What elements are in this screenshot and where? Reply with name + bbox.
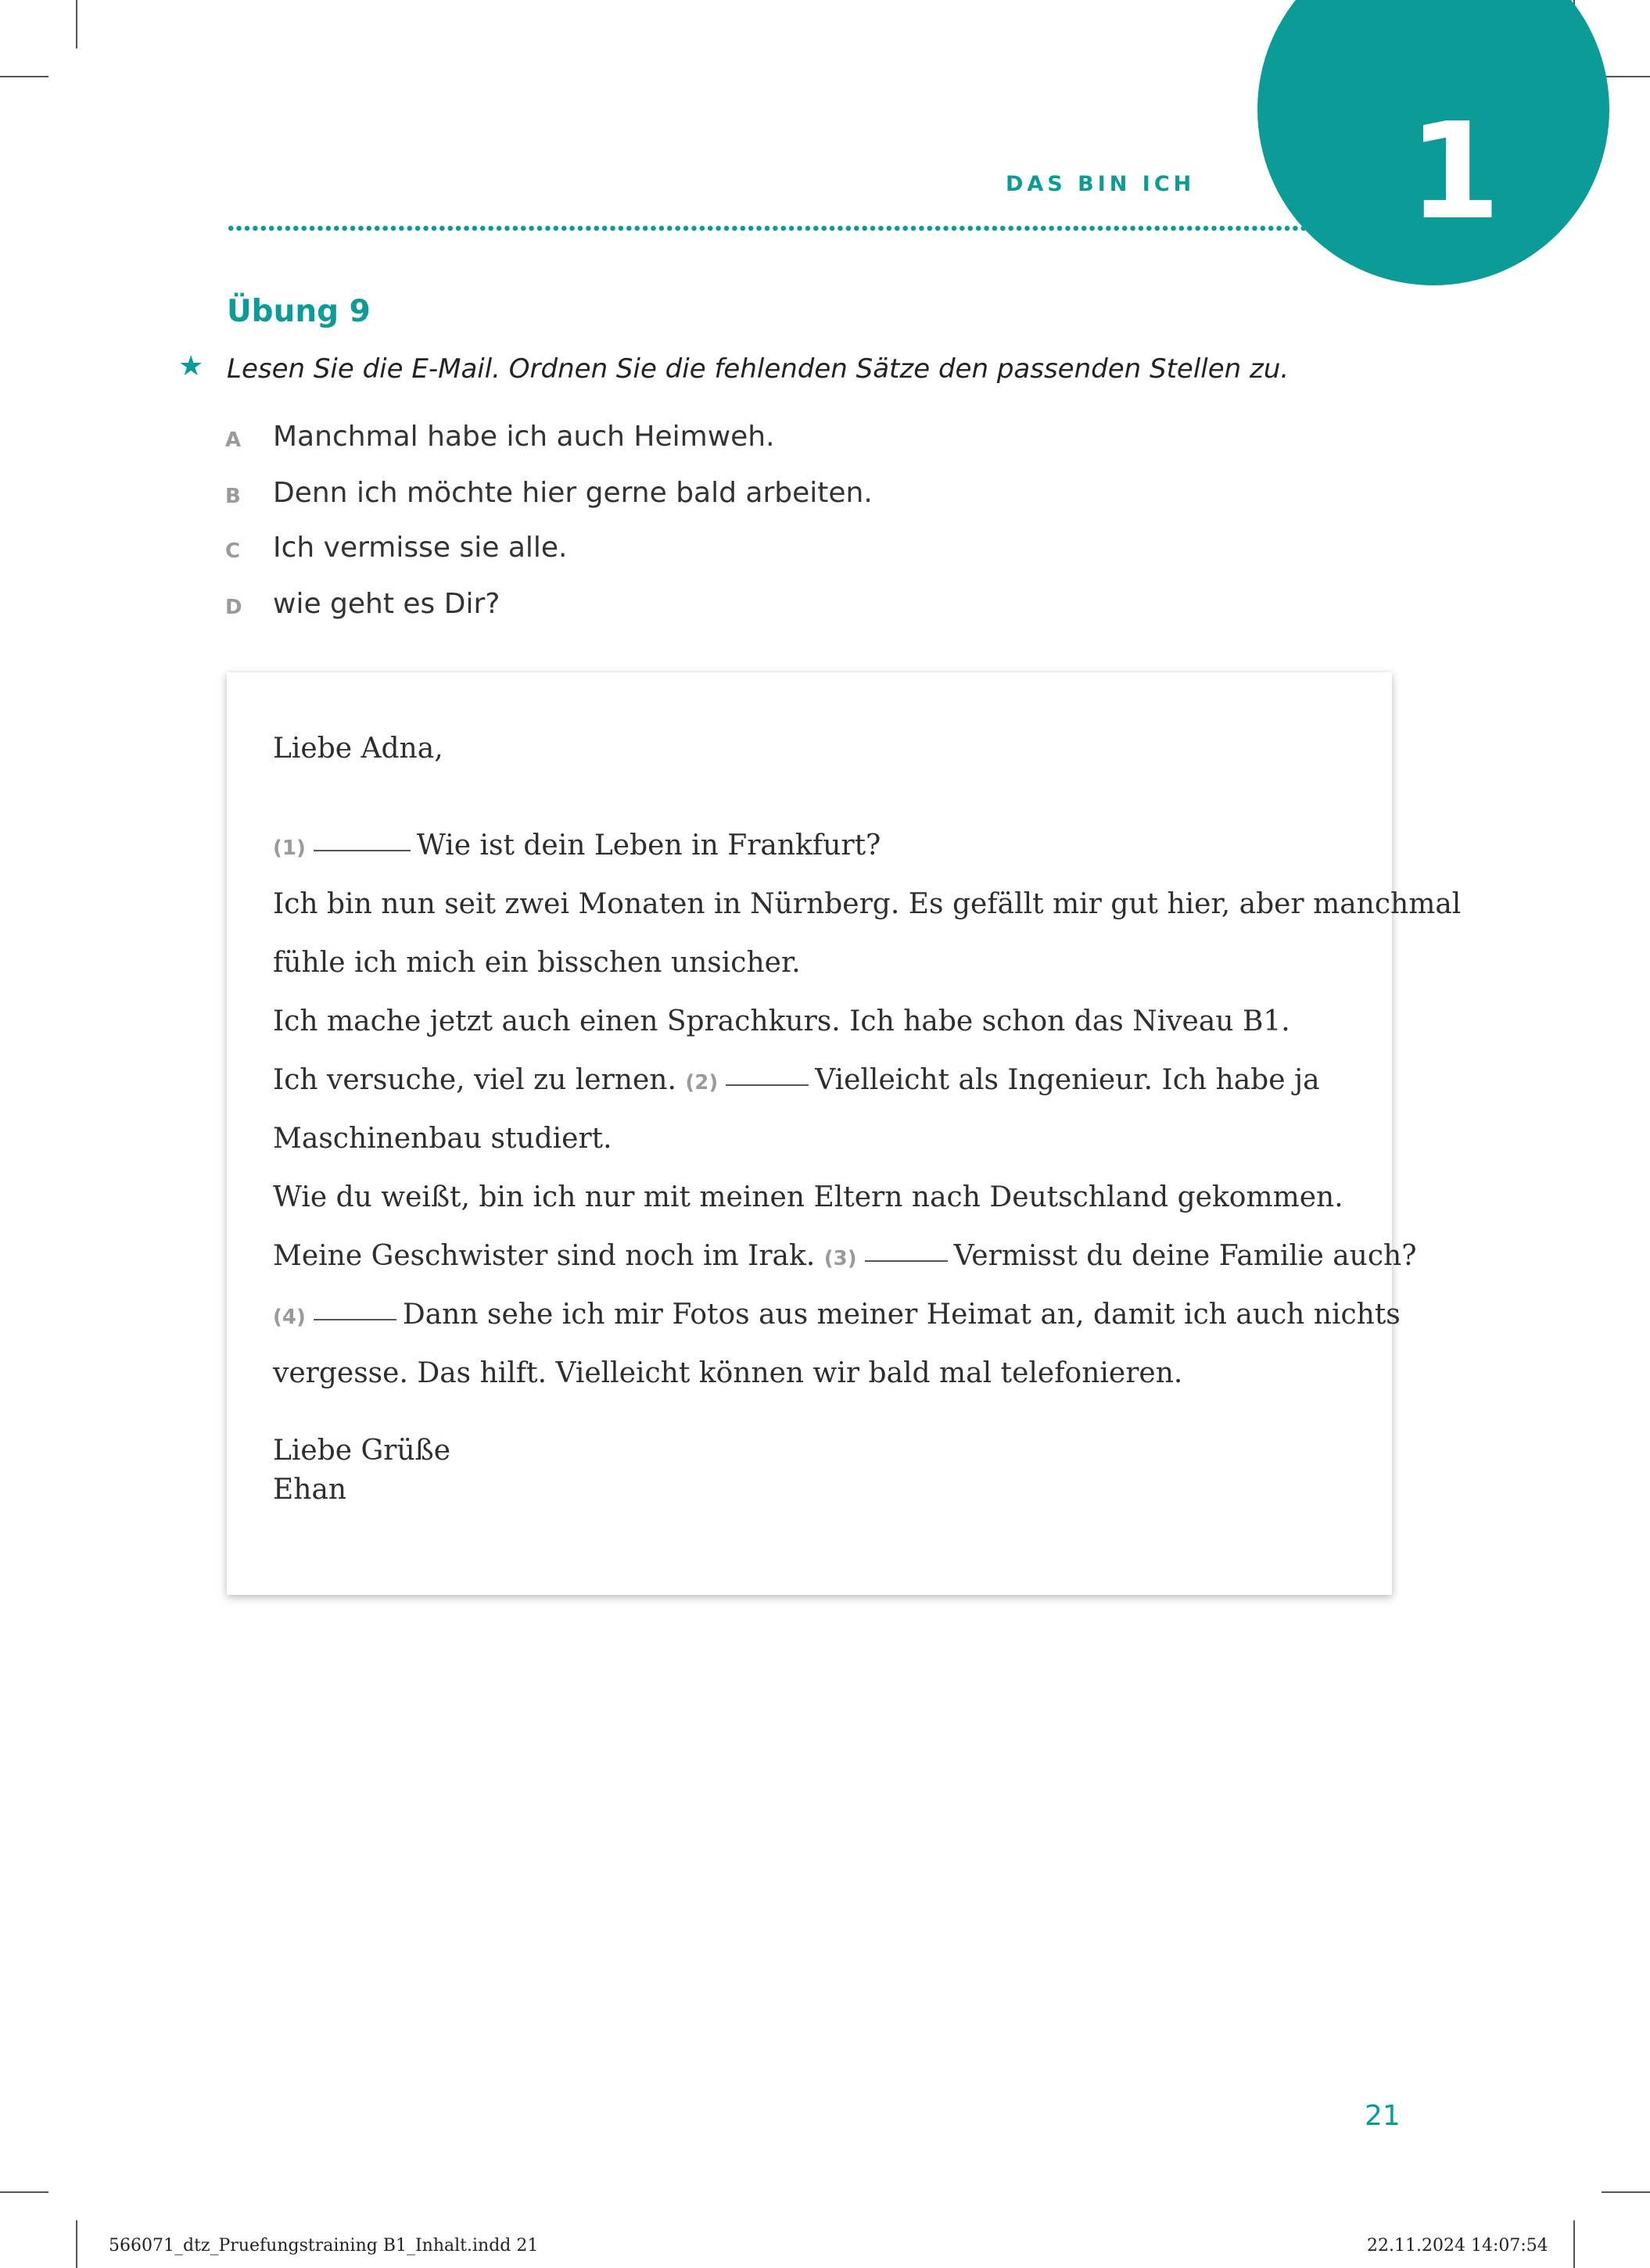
answer-blank[interactable] (726, 1084, 809, 1086)
letter-text: Meine Geschwister sind noch im Irak. (273, 1240, 816, 1272)
letter-line: vergesse. Das hilft. Vielleicht können wir bald mal telefonieren. (273, 1357, 1183, 1389)
letter-line (273, 1240, 1417, 1272)
letter-line: fühle ich mich ein bisschen unsicher. (273, 947, 801, 979)
option-letter-a: A (225, 428, 242, 452)
page-number: 21 (1365, 2100, 1401, 2132)
letter-line: Ich mache jetzt auch einen Sprachkurs. Ich habe schon das Niveau B1. (273, 1005, 1290, 1037)
option-text-a: Manchmal habe ich auch Heimweh. (273, 421, 775, 453)
letter-text: Wie ist dein Leben in Frankfurt? (416, 829, 881, 862)
gap-number: (2) (685, 1071, 719, 1095)
gap-number: (4) (273, 1306, 306, 1329)
option-letter-b: B (225, 485, 241, 508)
gap-number: (3) (823, 1247, 857, 1270)
footer-timestamp: 22.11.2024 14:07:54 (1367, 2236, 1548, 2255)
letter-salutation: Liebe Adna, (273, 733, 443, 765)
letter-line: Maschinenbau studiert. (273, 1123, 612, 1155)
option-text-c: Ich vermisse sie alle. (273, 532, 568, 564)
crop-mark (1573, 2220, 1575, 2268)
letter-text: Vermisst du deine Familie auch? (953, 1240, 1417, 1272)
letter-text: Vielleicht als Ingenieur. Ich habe ja (815, 1064, 1320, 1096)
crop-mark (1602, 76, 1650, 77)
option-letter-c: C (225, 539, 241, 563)
exercise-title: Übung 9 (227, 294, 371, 329)
answer-blank[interactable] (314, 850, 411, 851)
letter-line (273, 1299, 1401, 1331)
option-letter-d: D (225, 596, 242, 619)
chapter-title: DAS BIN ICH (1006, 172, 1196, 196)
letter-closing: Liebe Grüße (273, 1435, 451, 1467)
answer-blank[interactable] (865, 1260, 948, 1262)
letter-line (273, 829, 881, 862)
star-icon: ★ (178, 350, 204, 382)
letter-text: Dann sehe ich mir Fotos aus meiner Heimat an, damit ich auch nichts (402, 1299, 1401, 1331)
letter-text: Ich versuche, viel zu lernen. (273, 1064, 676, 1096)
letter-line (273, 1064, 1320, 1096)
letter-line: Wie du weißt, bin ich nur mit meinen Eltern nach Deutschland gekommen. (273, 1181, 1343, 1213)
exercise-instruction: Lesen Sie die E-Mail. Ordnen Sie die fehlenden Sätze den passenden Stellen zu. (227, 353, 1290, 385)
option-text-b: Denn ich möchte hier gerne bald arbeiten. (273, 477, 873, 509)
dotted-divider (227, 225, 1306, 231)
crop-mark (76, 0, 77, 48)
chapter-number: 1 (1408, 95, 1501, 249)
letter-line: Ich bin nun seit zwei Monaten in Nürnberg. Es gefällt mir gut hier, aber manchmal (273, 888, 1462, 920)
footer-filename: 566071_dtz_Pruefungstraining B1_Inhalt.indd 21 (109, 2236, 539, 2255)
option-text-d: wie geht es Dir? (273, 588, 500, 620)
answer-blank[interactable] (314, 1319, 396, 1320)
crop-mark (1602, 2191, 1650, 2193)
letter-signature: Ehan (273, 1474, 347, 1506)
gap-number: (1) (273, 837, 306, 860)
crop-mark (0, 2191, 48, 2193)
crop-mark (0, 76, 48, 77)
crop-mark (76, 2220, 77, 2268)
